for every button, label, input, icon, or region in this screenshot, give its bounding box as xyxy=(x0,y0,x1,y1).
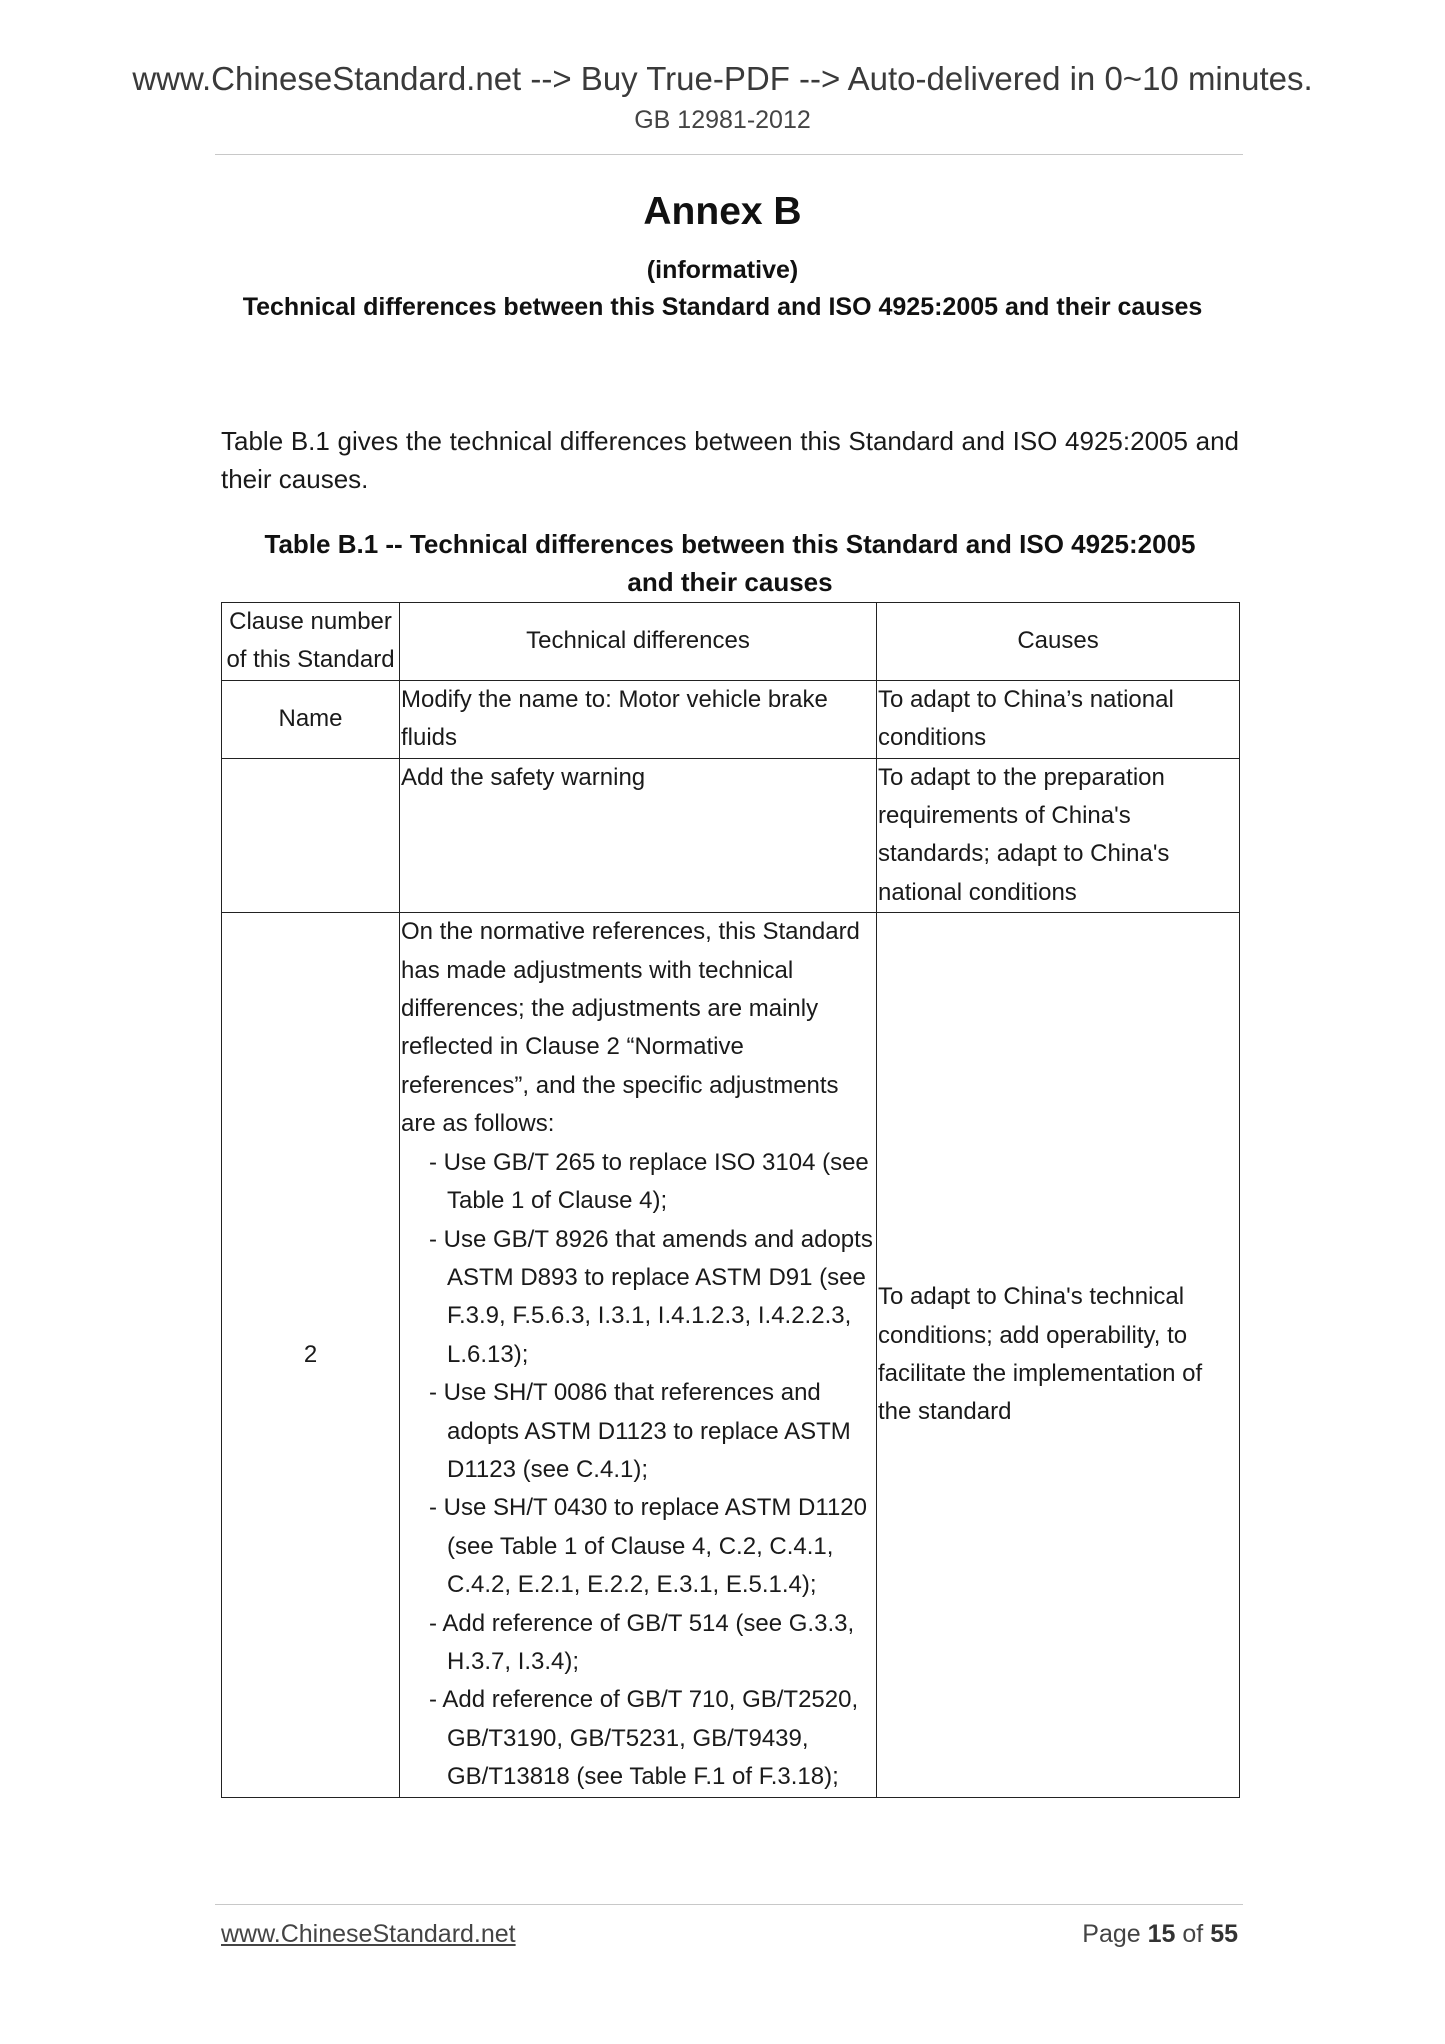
table-row xyxy=(222,758,1240,913)
table-row xyxy=(222,913,1240,1797)
list-item: - Add reference of GB/T 710, GB/T2520, GB/T3190, GB/T5231, GB/T9439, GB/T13818 (see Table F.1 of F.3.18); xyxy=(429,1686,859,1791)
list-item: - Use SH/T 0086 that references and adopts ASTM D1123 to replace ASTM D1123 (see C.4.1); xyxy=(429,1379,851,1483)
footer-site-link[interactable]: www.ChineseStandard.net xyxy=(221,1920,516,1948)
header-divider xyxy=(215,154,1243,155)
row-difference: Modify the name to: Motor vehicle brake fluids xyxy=(400,680,877,758)
table-title xyxy=(221,525,1239,601)
header-banner: www.ChineseStandard.net --> Buy True-PDF --> Auto-delivered in 0~10 minutes. xyxy=(132,60,1313,97)
page-current: 15 xyxy=(1147,1920,1176,1948)
footer-divider xyxy=(215,1904,1243,1905)
header-clause-number xyxy=(222,603,400,681)
document-id: GB 12981-2012 xyxy=(634,106,811,134)
list-item: - Add reference of GB/T 514 (see G.3.3, H.3.7, I.3.4); xyxy=(429,1609,855,1675)
list-item: - Use GB/T 8926 that amends and adopts ASTM D893 to replace ASTM D91 (see F.3.9, F.5.6.3, I.3.1, I.4.1.2.3, I.4.2.2.3, L.6.13); xyxy=(429,1225,873,1368)
table-title-line2: and their causes xyxy=(627,567,833,597)
row-difference-list xyxy=(400,913,877,1797)
intro-paragraph: Table B.1 gives the technical differences between this Standard and ISO 4925:2005 and their causes. xyxy=(221,426,1239,494)
list-item: - Use SH/T 0430 to replace ASTM D1120 (see Table 1 of Clause 4, C.2, C.4.1, C.4.2, E.2.1, E.2.2, E.3.1, E.5.1.4); xyxy=(429,1494,867,1599)
row-clause xyxy=(222,758,400,913)
row-cause: To adapt to the preparation requirements of China's standards; adapt to China's national conditions xyxy=(877,758,1240,913)
row-cause: To adapt to China's technical conditions; add operability, to facilitate the implementation of the standard xyxy=(877,913,1240,1797)
header-causes: Causes xyxy=(877,603,1240,681)
row-cause: To adapt to China’s national conditions xyxy=(877,680,1240,758)
row-clause: Name xyxy=(222,680,400,758)
table-header-row xyxy=(222,603,1240,681)
page-of: of xyxy=(1182,1920,1204,1948)
row-clause: 2 xyxy=(222,913,400,1797)
table-title-line1: Table B.1 -- Technical differences between this Standard and ISO 4925:2005 xyxy=(264,529,1196,559)
list-item: - Use GB/T 265 to replace ISO 3104 (see Table 1 of Clause 4); xyxy=(429,1148,869,1215)
row-difference: Add the safety warning xyxy=(400,758,877,913)
annex-subtitle: (informative) xyxy=(646,256,799,284)
differences-table xyxy=(221,602,1240,1798)
table-row xyxy=(222,680,1240,758)
header-technical-differences: Technical differences xyxy=(400,603,877,681)
difference-intro: On the normative references, this Standard has made adjustments with technical differences; the adjustments are mainly reflected in Clause 2 “Normative references”, and the specific adjustments are as follows: xyxy=(401,918,860,1138)
page-total: 55 xyxy=(1210,1920,1238,1948)
annex-caption: Technical differences between this Standard and ISO 4925:2005 and their causes xyxy=(242,293,1203,321)
header-clause-line2: of this Standard xyxy=(226,646,395,674)
annex-title: Annex B xyxy=(643,190,802,233)
page-indicator xyxy=(1082,1920,1238,1949)
header-clause-line1: Clause number xyxy=(229,608,392,635)
page-prefix: Page xyxy=(1082,1920,1141,1948)
